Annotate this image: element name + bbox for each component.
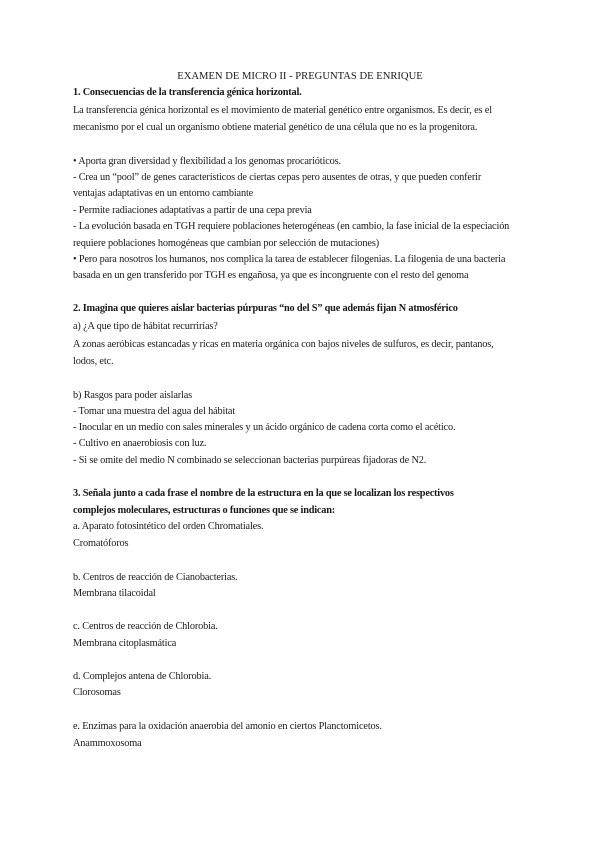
q3-item-answer: Anammoxosoma — [73, 738, 142, 749]
q3-item-answer: Membrana tilacoidal — [73, 588, 156, 599]
q2-part-b-line: - Si se omite del medio N combinado se seleccionan bacterias purpúreas fijadoras de N2. — [73, 455, 427, 466]
q2-part-b-line: b) Rasgos para poder aislarlas — [73, 390, 193, 401]
q2-part-b-line: - Tomar una muestra del agua del hábitat — [73, 406, 236, 417]
q2-part-b-line: - Cultivo en anaerobiosis con luz. — [73, 438, 207, 449]
q2-part-b-line: - Inocular en un medio con sales minerales y un ácido orgánico de cadena corta como el acético. — [73, 422, 456, 433]
q3-item-answer: Cromatóforos — [73, 538, 129, 549]
q3-item-question: c. Centros de reacción de Chlorobia. — [73, 621, 218, 632]
q1-point: • Pero para nosotros los humanos, nos complica la tarea de establecer filogenias. La filogenia de una bacteria — [73, 254, 506, 265]
q1-intro-line: La transferencia génica horizontal es el movimiento de material genético entre organismos. Es decir, es el — [73, 105, 492, 116]
q1-point: - La evolución basada en TGH requiere poblaciones heterogéneas (en cambio, la fase inicial de la especiación — [73, 221, 510, 232]
q3-item-question: d. Complejos antena de Chlorobia. — [73, 671, 212, 682]
q2-heading: 2. Imagina que quieres aislar bacterias púrpuras “no del S” que además fijan N atmosférico — [73, 303, 458, 314]
q3-item-answer: Clorosomas — [73, 687, 121, 698]
q2-part-a-line: A zonas aeróbicas estancadas y ricas en materia orgánica con bajos niveles de sulfuros, es decir, pantanos, — [73, 339, 494, 350]
q3-item-question: a. Aparato fotosintético del orden Chromatiales. — [73, 521, 264, 532]
q1-point: basada en un gen transferido por TGH es engañosa, ya que es incongruente con el resto del genoma — [73, 270, 469, 281]
q3-item-question: b. Centros de reacción de Cianobacterias. — [73, 572, 238, 583]
q3-item-question: e. Enzimas para la oxidación anaerobia del amonio en ciertos Planctomicetos. — [73, 721, 382, 732]
q3-heading: complejos moleculares, estructuras o funciones que se indican: — [73, 505, 335, 516]
q2-part-a-line: lodos, etc. — [73, 356, 114, 367]
q3-heading: 3. Señala junto a cada frase el nombre de la estructura en la que se localizan los respectivos — [73, 488, 454, 499]
q1-heading: 1. Consecuencias de la transferencia génica horizontal. — [73, 87, 302, 98]
q1-point: • Aporta gran diversidad y flexibilidad a los genomas procarióticos. — [73, 156, 341, 167]
q1-intro-line: mecanismo por el cual un organismo obtiene material genético de una célula que no es la progenitora. — [73, 122, 478, 133]
q1-point: ventajas adaptativas en un entorno cambiante — [73, 188, 254, 199]
q3-item-answer: Membrana citoplasmática — [73, 638, 177, 649]
q1-point: - Crea un “pool” de genes característicos de ciertas cepas pero ausentes de otras, y que pueden conferir — [73, 172, 482, 183]
q1-point: requiere poblaciones homogéneas que cambian por selección de mutaciones) — [73, 238, 379, 249]
q1-point: - Permite radiaciones adaptativas a partir de una cepa previa — [73, 205, 312, 216]
q2-part-a-line: a) ¿A que tipo de hábitat recurrirías? — [73, 321, 218, 332]
document-title: EXAMEN DE MICRO II - PREGUNTAS DE ENRIQUE — [177, 71, 423, 82]
